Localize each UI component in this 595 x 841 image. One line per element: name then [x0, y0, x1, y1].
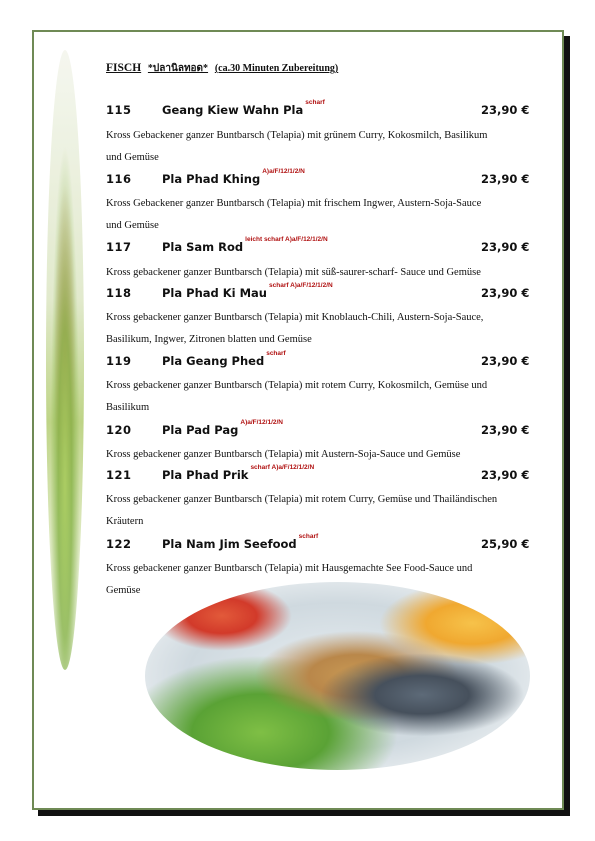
- description-line: und Gemüse: [106, 152, 159, 163]
- menu-item-120: [106, 419, 536, 439]
- decorative-vegetable-strip: [46, 50, 84, 670]
- item-name: [162, 282, 333, 300]
- item-name-text: Pla Phad Khing: [162, 172, 261, 186]
- description-line: Basilikum: [106, 402, 150, 413]
- item-tag: scharf: [298, 533, 319, 540]
- item-name-text: Pla Nam Jim Seefood: [162, 537, 297, 551]
- item-tag: scharf: [305, 99, 325, 106]
- item-name-text: Pla Phad Prik: [162, 468, 249, 482]
- item-price: 23,90 €: [481, 423, 530, 437]
- section-header: [106, 61, 338, 76]
- fish-dish-photo: [145, 582, 530, 770]
- item-number: 117: [106, 240, 132, 254]
- item-name-text: Pla Pad Pag: [162, 423, 239, 437]
- item-price: 23,90 €: [481, 240, 530, 254]
- item-number: 116: [106, 172, 132, 186]
- item-description-116: [106, 193, 556, 237]
- item-description-117: [106, 262, 556, 284]
- item-number: 119: [106, 354, 132, 368]
- menu-item-121: [106, 464, 536, 484]
- item-description-121: [106, 489, 556, 533]
- item-number: 120: [106, 423, 132, 437]
- description-line: Kross Gebackener ganzer Buntbarsch (Telapia) mit frischem Ingwer, Austern-Soja-Sauce: [106, 198, 482, 209]
- item-tag: leicht scharf A)a/F/12/1/2/N: [245, 236, 328, 243]
- item-tag: A)a/F/12/1/2/N: [240, 419, 284, 426]
- description-line: Kross gebackener ganzer Buntbarsch (Telapia) mit Austern-Soja-Sauce und Gemüse: [106, 449, 461, 460]
- item-number: 121: [106, 468, 132, 482]
- item-name: [162, 168, 305, 186]
- item-number: 118: [106, 286, 132, 300]
- item-description-118: [106, 307, 556, 351]
- item-name-text: Pla Phad Ki Mau: [162, 286, 267, 300]
- menu-item-122: [106, 533, 536, 553]
- description-line: Kross gebackener ganzer Buntbarsch (Telapia) mit Hausgemachte See Food-Sauce und: [106, 563, 473, 574]
- description-line: Basilikum, Ingwer, Zitronen blatten und Gemüse: [106, 334, 312, 345]
- item-name: [162, 419, 284, 437]
- section-thai-title: *ปลานิลทอด*: [147, 63, 209, 74]
- item-description-119: [106, 375, 556, 419]
- item-price: 25,90 €: [481, 537, 530, 551]
- item-name: [162, 464, 315, 482]
- item-price: 23,90 €: [481, 354, 530, 368]
- description-line: Kross gebackener ganzer Buntbarsch (Telapia) mit rotem Curry, Kokosmilch, Gemüse und: [106, 380, 488, 391]
- item-name-text: Pla Sam Rod: [162, 240, 244, 254]
- menu-item-119: [106, 350, 536, 370]
- item-price: 23,90 €: [481, 468, 530, 482]
- item-name: [162, 236, 328, 254]
- item-tag: A)a/F/12/1/2/N: [262, 168, 305, 175]
- item-name: [162, 350, 286, 368]
- description-line: Kross Gebackener ganzer Buntbarsch (Telapia) mit grünem Curry, Kokosmilch, Basilikum: [106, 130, 488, 141]
- item-name-text: Pla Geang Phed: [162, 354, 265, 368]
- description-line: Kross gebackener ganzer Buntbarsch (Telapia) mit süß-saurer-scharf- Sauce und Gemüse: [106, 267, 481, 278]
- item-price: 23,90 €: [481, 172, 530, 186]
- menu-item-118: [106, 282, 536, 302]
- item-tag: scharf A)a/F/12/1/2/N: [269, 282, 333, 289]
- item-tag: scharf: [266, 350, 286, 357]
- description-line: und Gemüse: [106, 220, 159, 231]
- item-tag: scharf A)a/F/12/1/2/N: [250, 464, 315, 471]
- section-title: FISCH: [106, 62, 142, 74]
- menu-item-116: [106, 168, 536, 188]
- item-number: 122: [106, 537, 132, 551]
- description-line: Kross gebackener ganzer Buntbarsch (Telapia) mit rotem Curry, Gemüse und Thailändischen: [106, 494, 498, 505]
- item-number: 115: [106, 103, 132, 117]
- menu-item-117: [106, 236, 536, 256]
- item-name: [162, 533, 319, 551]
- item-description-120: [106, 444, 556, 466]
- item-price: 23,90 €: [481, 103, 530, 117]
- item-name: [162, 99, 325, 117]
- item-description-115: [106, 125, 556, 169]
- description-line: Kräutern: [106, 516, 144, 527]
- description-line: Gemüse: [106, 585, 141, 596]
- menu-item-115: [106, 99, 536, 119]
- item-name-text: Geang Kiew Wahn Pla: [162, 103, 304, 117]
- description-line: Kross gebackener ganzer Buntbarsch (Telapia) mit Knoblauch-Chili, Austern-Soja-Sauce,: [106, 312, 484, 323]
- item-price: 23,90 €: [481, 286, 530, 300]
- section-note: (ca.30 Minuten Zubereitung): [214, 63, 339, 74]
